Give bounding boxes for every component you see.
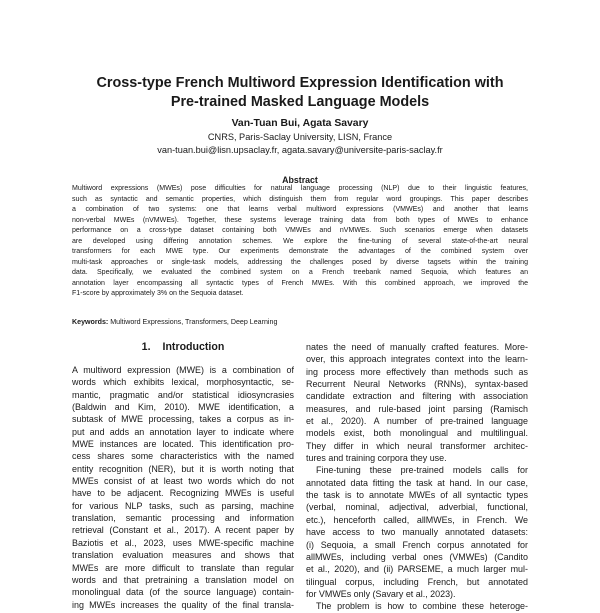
- body-line: annotated data fitting the task at hand. In our case,: [306, 477, 528, 488]
- body-line: MWEs consist of at least two words which do not: [72, 476, 294, 487]
- abstract-line: F1-score by approximately 3% on the Sequoia dataset.: [72, 290, 244, 297]
- body-line: entity recognition (NER), but it is worth noting that: [72, 463, 294, 474]
- title-line: Pre-trained Masked Language Models: [170, 94, 430, 110]
- body-line: words which exhibits lexical, morphosyntactic, se-: [72, 377, 294, 388]
- body-line: (Baldwin and Kim, 2010). MWE identification, a: [72, 402, 294, 413]
- body-line: (i) Sequoia, a small French corpus annotated for: [306, 539, 528, 550]
- body-line: subtask of MWE processing, takes a corpus as in-: [72, 414, 294, 425]
- body-line: Fine-tuning these pre-trained models calls for: [316, 465, 528, 476]
- body-line: monolingual data (of the source language) contain-: [72, 587, 294, 598]
- paper-title: [40, 74, 560, 112]
- keywords-label: Keywords:: [72, 318, 109, 326]
- abstract-line: annotation layer encompassing all syntactic types of French MWEs. With this combined approach, we improved the: [72, 279, 528, 287]
- body-line: measures, and rule-based joint parsing (Ramisch: [306, 403, 528, 414]
- abstract-body: [72, 184, 528, 300]
- body-line: et al., 2020). A number of pre-trained language: [306, 416, 528, 427]
- keywords: [72, 317, 528, 327]
- body-line: MWEs are more difficult to translate than regular: [72, 562, 294, 573]
- abstract-line: Multiword expressions (MWEs) pose difficulties for natural language processing (NLP) due to their linguistic features,: [72, 185, 528, 192]
- affiliation: CNRS, Paris-Saclay University, LISN, France: [207, 132, 393, 142]
- section-title: Introduction: [162, 341, 225, 353]
- body-line: retrieval (Constant et al., 2017). A recent paper by: [72, 525, 294, 536]
- abstract-line: data. Specifically, we evaluated the combined system on a French treebank named Sequoia, which features an: [72, 269, 528, 276]
- abstract-line: are developed using differing annotation schemes. We explore the fine-tuning of several state-of-the-art neural: [72, 237, 528, 245]
- abstract-line: performance on a cross-type dataset containing both VMWEs and nVMWEs. Such scenarios emerge when datasets: [72, 227, 528, 234]
- abstract-line: such as syntactic and semantic properties, which distinguish them from regular word groupings. This paper describes: [72, 195, 528, 203]
- right-column: [306, 341, 528, 613]
- left-column: [72, 364, 294, 611]
- body-line: have access to two manually annotated datasets:: [306, 527, 528, 538]
- keywords-text: Multiword Expressions, Transformers, Deep Learning: [108, 318, 278, 326]
- body-line: They differ in which neural transformer architec-: [306, 440, 528, 451]
- body-line: the task is to annotate MWEs of all syntactic types: [306, 490, 528, 501]
- body-line: mantic, pragmatic and/or statistical idiosyncrasies: [72, 389, 294, 400]
- abstract-heading: Abstract: [282, 175, 318, 185]
- abstract-line: non-verbal MWEs (nVMWEs). Together, these systems leverage training data from both types of MWEs to enhance: [72, 216, 528, 224]
- abstract-line: transformers for each MWE type. Our experiments demonstrate the advantages of the combined system over: [72, 248, 528, 255]
- body-line: translation evaluation measures and shows that: [72, 550, 294, 561]
- body-line: Recurrent Neural Networks (RNNs), syntax-based: [306, 379, 528, 390]
- body-line: for various NLP tasks, such as parsing, machine: [72, 500, 294, 511]
- body-line: (verbal, nominal, adjectival, adverbial, functional,: [306, 502, 528, 513]
- body-line: put and adds an annotation layer to indicate where: [72, 426, 294, 437]
- body-line: words and that pretraining a translation model on: [72, 574, 294, 585]
- body-line: have to be adjacent. Recognizing MWEs is useful: [72, 488, 294, 499]
- authors: Van-Tuan Bui, Agata Savary: [231, 118, 369, 129]
- body-line: etc.), henceforth called, allMWEs, in French. We: [306, 514, 528, 525]
- body-line: MWE instances are located. This identification pro-: [72, 439, 294, 450]
- body-line: tures and training corpora they use.: [306, 453, 447, 464]
- body-line: models exist, both monolingual and multilingual.: [306, 428, 528, 439]
- author-emails: van-tuan.bui@lisn.upsaclay.fr, agata.savary@universite-paris-saclay.fr: [157, 145, 443, 155]
- abstract-line: multi-task approaches or single-task models, addressing the challenges posed by diverse tagsets within the training: [72, 258, 528, 266]
- body-line: for VMWEs only (Savary et al., 2023).: [306, 588, 456, 599]
- body-line: A multiword expression (MWE) is a combination of: [72, 365, 294, 375]
- body-line: tilingual corpus, including French, but annotated: [306, 576, 528, 587]
- body-line: et al., 2020), and (ii) PARSEME, a much larger mul-: [306, 564, 528, 575]
- body-line: ing process more effectively than methods such as: [306, 366, 528, 377]
- body-line: nates the need of manually crafted features. More-: [306, 342, 528, 352]
- title-line: Cross-type French Multiword Expression Identification with: [96, 75, 504, 91]
- body-line: over, this approach integrates context into the learn-: [306, 354, 528, 365]
- body-line: translation, semantic processing and information: [72, 513, 294, 524]
- body-line: allMWEs, including verbal ones (VMWEs) (Candito: [306, 551, 528, 562]
- body-line: cess shares some characteristics with the named: [72, 451, 294, 462]
- body-line: The problem is how to combine these heteroge-: [316, 601, 528, 612]
- body-line: candidate extraction and filtering with association: [306, 391, 528, 402]
- abstract-line: a combination of two systems: one that learns verbal multiword expressions (VMWEs) and another that learns: [72, 206, 528, 213]
- section-heading-introduction: [72, 341, 294, 354]
- body-line: ing MWEs increases the quality of the final transla-: [72, 599, 294, 610]
- body-line: Baziotis et al., 2023, uses MWE-specific machine: [72, 537, 294, 548]
- section-number: 1.: [141, 341, 151, 353]
